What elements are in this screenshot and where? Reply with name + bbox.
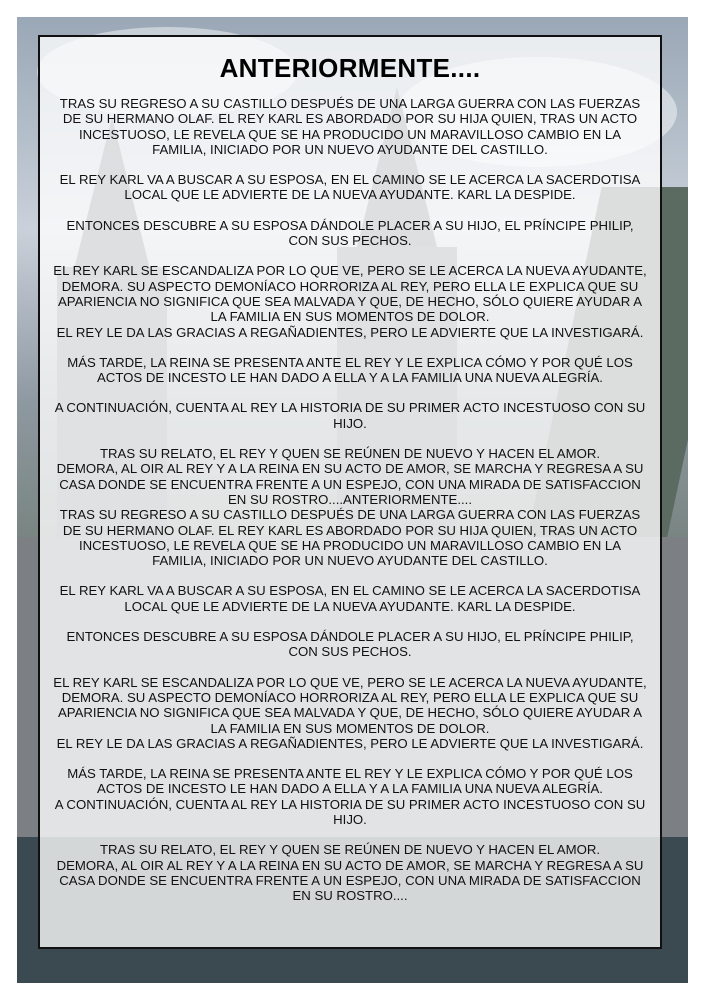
paragraph: EL REY KARL VA A BUSCAR A SU ESPOSA, EN EL CAMINO SE LE ACERCA LA SACERDOTISA LOCAL QUE LE ADVIERTE DE LA NUEVA AYUDANTE. KARL LA DESPIDE.: [59, 172, 641, 203]
paragraph: EL REY KARL SE ESCANDALIZA POR LO QUE VE, PERO SE LE ACERCA LA NUEVA AYUDANTE, DEMORA. SU ASPECTO DEMONÍACO HORRORIZA AL REY, PERO ELLA LE EXPLICA QUE SU APARIENCIA NO SIGNIFICA QUE SEA MALVADA Y QUE, DE HECHO, SÓLO QUIERE AYUDAR A LA FAMILIA EN SUS MOMENTOS DE DOLOR. EL REY LE DA LAS GRACIAS A REGAÑADIENTES, PERO LE ADVIERTE QUE LA INVESTIGARÁ.: [53, 263, 647, 340]
paragraph: ENTONCES DESCUBRE A SU ESPOSA DÁNDOLE PLACER A SU HIJO, EL PRÍNCIPE PHILIP, CON SUS PECHOS.: [66, 217, 634, 249]
paragraph: TRAS SU RELATO, EL REY Y QUEN SE REÚNEN DE NUEVO Y HACEN EL AMOR. DEMORA, AL OIR AL REY Y A LA REINA EN SU ACTO DE AMOR, SE MARCHA Y REGRESA A SU CASA DONDE SE ENCUENTRA FRENTE A UN ESPEJO, CON UNA MIRADA DE SATISFACCION EN SU ROSTRO....: [56, 842, 644, 904]
paragraph: TRAS SU REGRESO A SU CASTILLO DESPUÉS DE UNA LARGA GUERRA CON LAS FUERZAS DE SU HERMANO OLAF. EL REY KARL ES ABORDADO POR SU HIJA QUIEN, TRAS UN ACTO INCESTUOSO, LE REVELA QUE SE HA PRODUCIDO UN MARAVILLOSO CAMBIO EN LA FAMILIA, INICIADO POR UN NUEVO AYUDANTE DEL CASTILLO.: [59, 96, 641, 157]
paragraph: EL REY KARL SE ESCANDALIZA POR LO QUE VE, PERO SE LE ACERCA LA NUEVA AYUDANTE, DEMORA. SU ASPECTO DEMONÍACO HORRORIZA AL REY, PERO ELLA LE EXPLICA QUE SU APARIENCIA NO SIGNIFICA QUE SEA MALVADA Y QUE, DE HECHO, SÓLO QUIERE AYUDAR A LA FAMILIA EN SUS MOMENTOS DE DOLOR. EL REY LE DA LAS GRACIAS A REGAÑADIENTES, PERO LE ADVIERTE QUE LA INVESTIGARÁ.: [53, 674, 647, 751]
paragraph: TRAS SU RELATO, EL REY Y QUEN SE REÚNEN DE NUEVO Y HACEN EL AMOR. DEMORA, AL OIR AL REY Y A LA REINA EN SU ACTO DE AMOR, SE MARCHA Y REGRESA A SU CASA DONDE SE ENCUENTRA FRENTE A UN ESPEJO, CON UNA MIRADA DE SATISFACCION EN SU ROSTRO....ANTERIORMENTE.... TRAS SU REGRESO A SU CASTILLO DESPUÉS DE UNA LARGA GUERRA CON LAS FUERZAS DE SU HERMANO OLAF. EL REY KARL ES ABORDADO POR SU HIJA QUIEN, TRAS UN ACTO INCESTUOSO, LE REVELA QUE SE HA PRODUCIDO UN MARAVILLOSO CAMBIO EN LA FAMILIA, INICIADO POR UN NUEVO AYUDANTE DEL CASTILLO.: [56, 446, 644, 569]
page-title: ANTERIORMENTE....: [219, 53, 481, 83]
paragraph: A CONTINUACIÓN, CUENTA AL REY LA HISTORIA DE SU PRIMER ACTO INCESTUOSO CON SU HIJO.: [54, 400, 646, 431]
paragraph: MÁS TARDE, LA REINA SE PRESENTA ANTE EL REY Y LE EXPLICA CÓMO Y POR QUÉ LOS ACTOS DE INCESTO LE HAN DADO A ELLA Y A LA FAMILIA UNA NUEVA ALEGRÍA. A CONTINUACIÓN, CUENTA AL REY LA HISTORIA DE SU PRIMER ACTO INCESTUOSO CON SU HIJO.: [54, 766, 646, 827]
paragraph: MÁS TARDE, LA REINA SE PRESENTA ANTE EL REY Y LE EXPLICA CÓMO Y POR QUÉ LOS ACTOS DE INCESTO LE HAN DADO A ELLA Y A LA FAMILIA UNA NUEVA ALEGRÍA.: [67, 354, 633, 386]
paragraph: EL REY KARL VA A BUSCAR A SU ESPOSA, EN EL CAMINO SE LE ACERCA LA SACERDOTISA LOCAL QUE LE ADVIERTE DE LA NUEVA AYUDANTE. KARL LA DESPIDE.: [59, 583, 641, 614]
paragraph: ENTONCES DESCUBRE A SU ESPOSA DÁNDOLE PLACER A SU HIJO, EL PRÍNCIPE PHILIP, CON SUS PECHOS.: [66, 629, 634, 660]
summary-text-box: [38, 35, 662, 949]
